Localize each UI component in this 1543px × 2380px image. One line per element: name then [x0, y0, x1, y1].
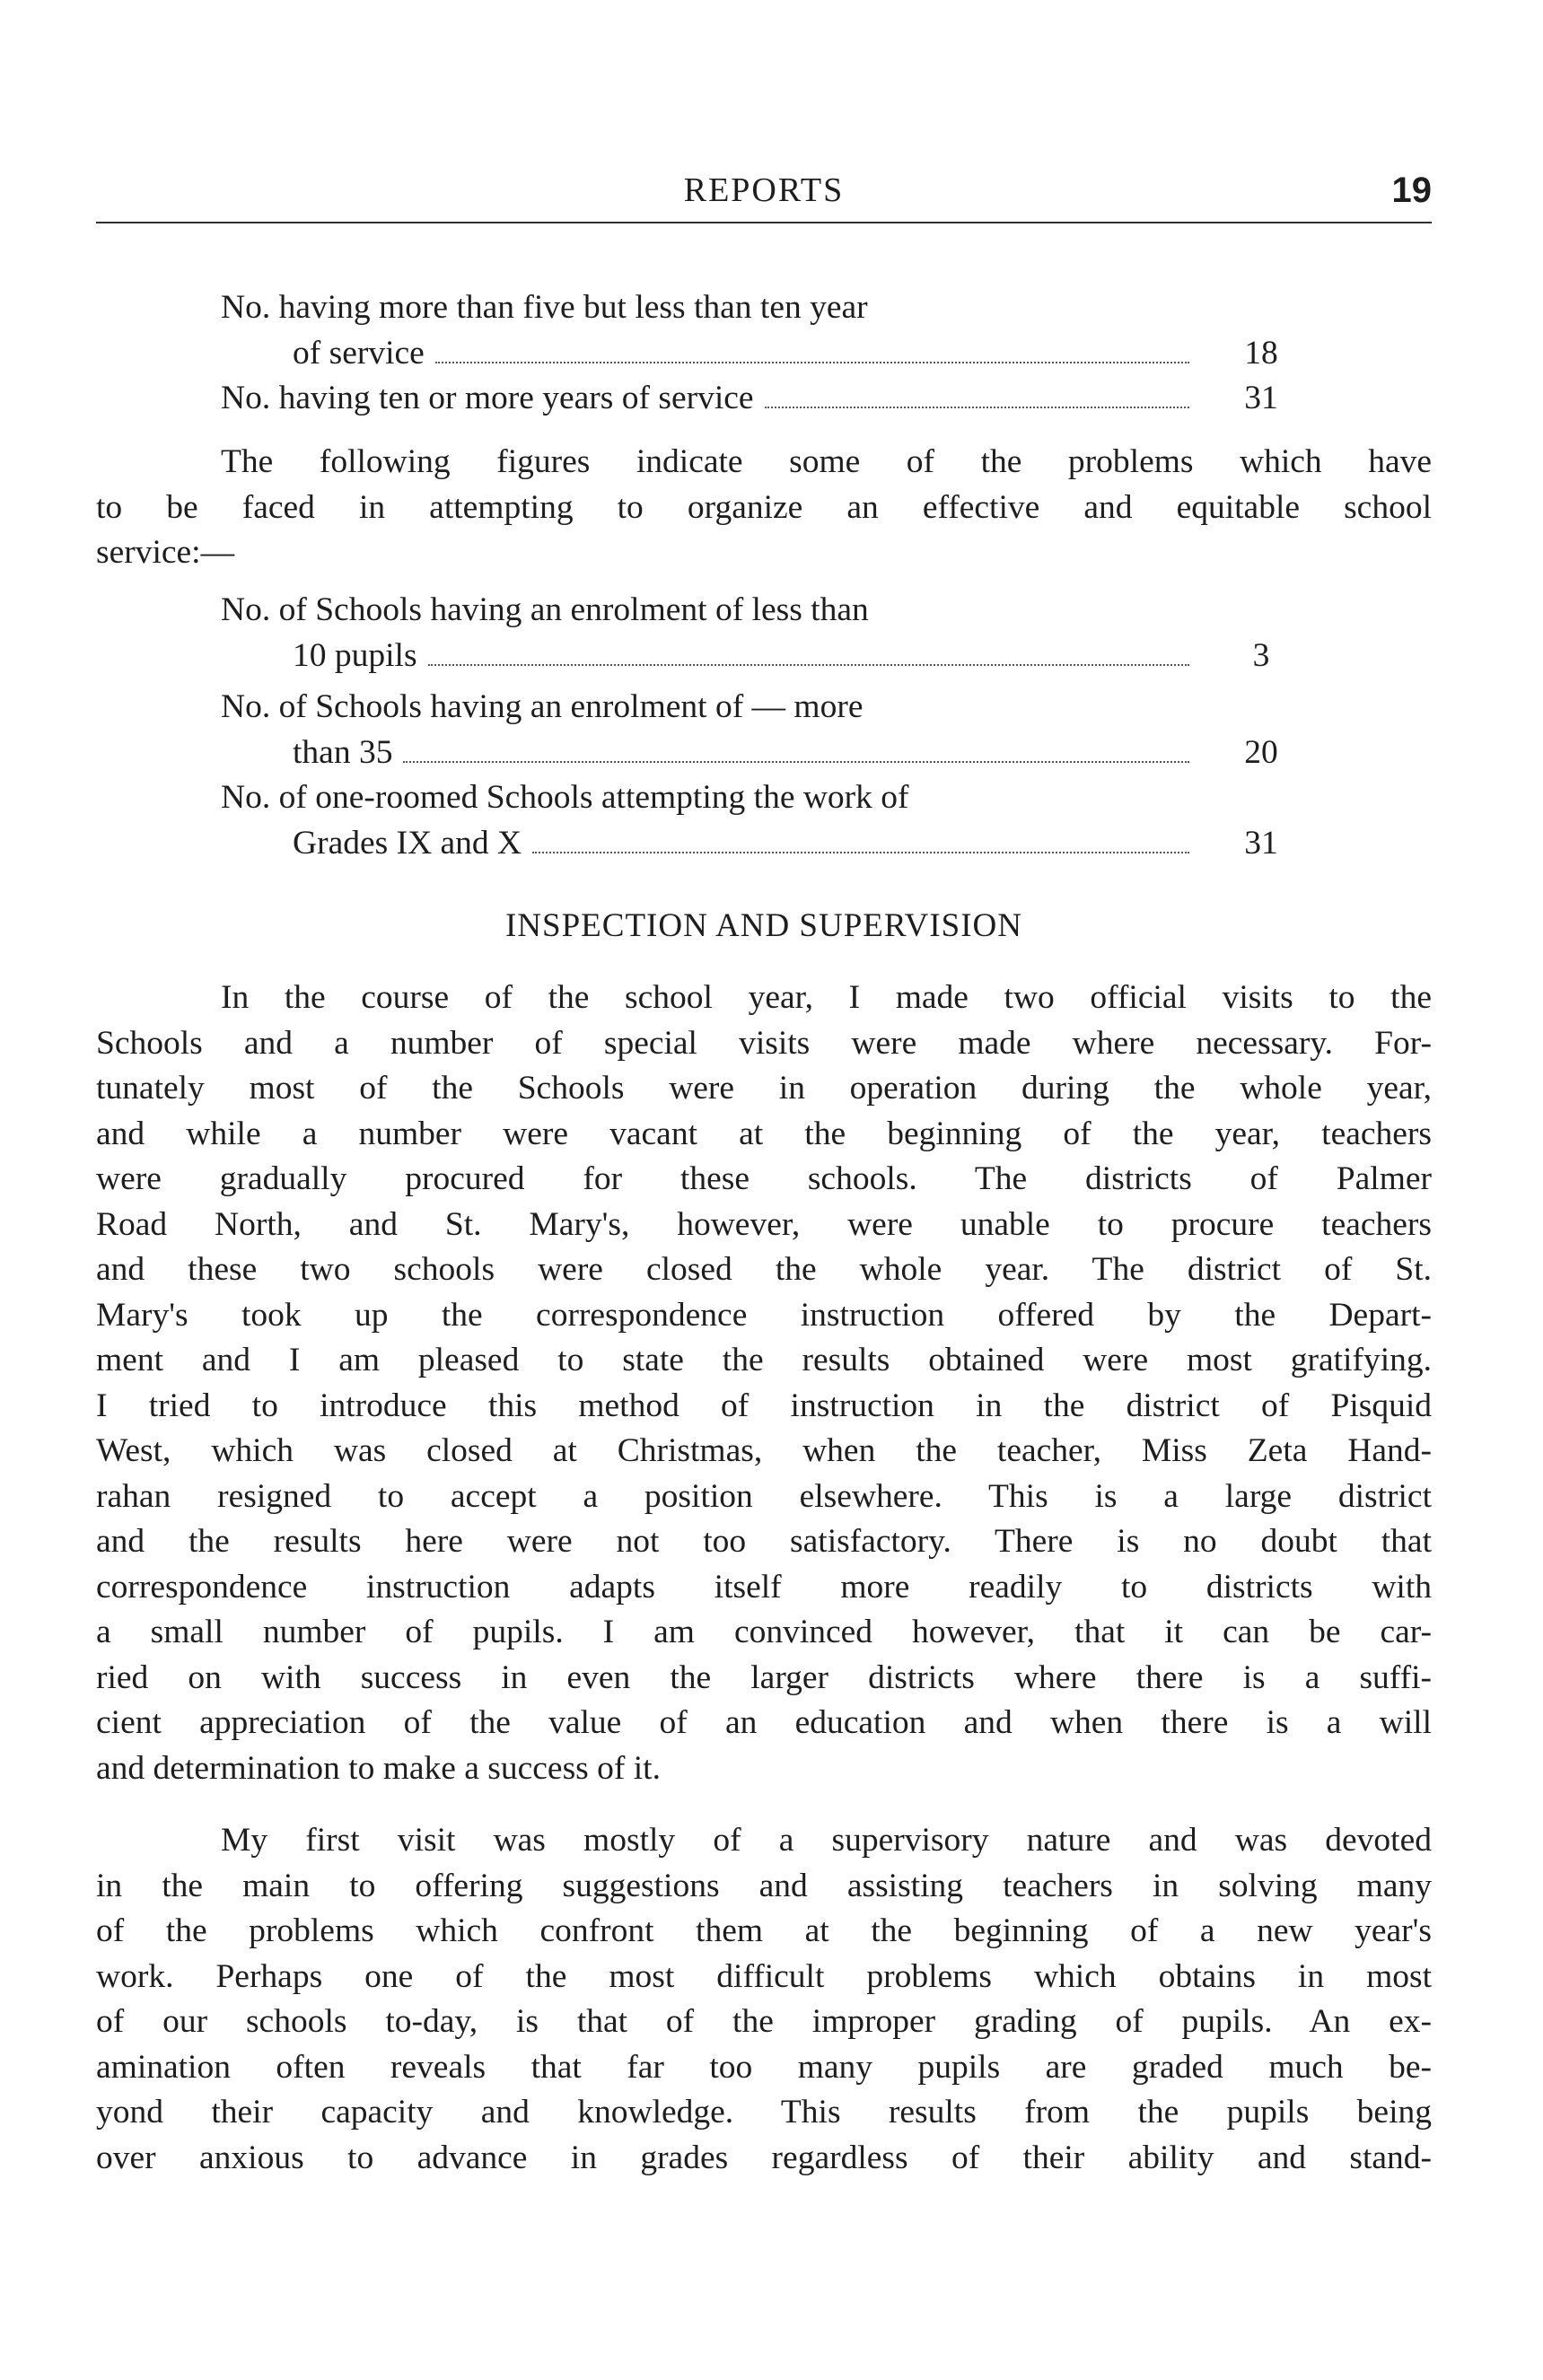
- paragraph-line: rahan resigned to accept a position elsewhere. This is a large district: [96, 1477, 1432, 1515]
- paragraph-line: In the course of the school year, I made two official visits to the: [221, 979, 1432, 1016]
- list-item-line: of service: [293, 334, 425, 372]
- paragraph-line: amination often reveals that far too many pupils are graded much be-: [96, 2048, 1432, 2086]
- paragraph-line: ment and I am pleased to state the results obtained were most gratifying.: [96, 1342, 1432, 1378]
- intro-paragraph: [96, 440, 1432, 576]
- list-item-line: No. having more than five but less than ten year: [221, 289, 868, 326]
- paragraph-line: West, which was closed at Christmas, when the teacher, Miss Zeta Hand-: [96, 1432, 1432, 1469]
- paragraph-line: service:—: [96, 534, 235, 571]
- service-list-item: [221, 285, 1343, 376]
- paragraph-line: over anxious to advance in grades regardless of their ability and stand-: [96, 2139, 1432, 2176]
- list-item-value: 31: [1244, 380, 1278, 416]
- paragraph-line: ried on with success in even the larger districts where there is a suffi-: [96, 1658, 1432, 1696]
- page-number: 19: [1391, 171, 1432, 210]
- paragraph-line: cient appreciation of the value of an education and when there is a will: [96, 1704, 1432, 1741]
- running-title: REPORTS: [683, 171, 845, 209]
- school-list-item: [221, 685, 1343, 775]
- paragraph-line: work. Perhaps one of the most difficult problems which obtains in most: [96, 1957, 1432, 1995]
- list-item-value: 20: [1244, 733, 1278, 771]
- list-item-value: 31: [1244, 824, 1278, 862]
- paragraph-line: The following figures indicate some of the problems which have: [221, 443, 1432, 480]
- list-item-value: 18: [1244, 334, 1278, 372]
- school-list-item: [221, 775, 1343, 866]
- dot-leader: [428, 663, 1189, 666]
- paragraph-line: in the main to offering suggestions and assisting teachers in solving many: [96, 1867, 1432, 1904]
- body-paragraph: [96, 976, 1432, 1791]
- paragraph-line: tunately most of the Schools were in operation during the whole year,: [96, 1070, 1432, 1107]
- paragraph-line: of the problems which confront them at the beginning of a new year's: [96, 1912, 1432, 1949]
- list-item-line: than 35: [293, 733, 393, 771]
- body-paragraph: [96, 1818, 1432, 2181]
- paragraph-line: Schools and a number of special visits were made where necessary. For-: [96, 1024, 1432, 1062]
- paragraph-line: correspondence instruction adapts itself more readily to districts with: [96, 1568, 1432, 1606]
- dot-leader: [435, 361, 1189, 363]
- list-item-line: 10 pupils: [293, 636, 417, 674]
- paragraph-line: to be faced in attempting to organize an effective and equitable school: [96, 488, 1432, 526]
- paragraph-line: of our schools to-day, is that of the improper grading of pupils. An ex-: [96, 2003, 1432, 2040]
- paragraph-line: and determination to make a success of it.: [96, 1749, 661, 1787]
- page-header: [96, 171, 1432, 217]
- paragraph-line: and the results here were not too satisfactory. There is no doubt that: [96, 1523, 1432, 1560]
- service-list-item: [221, 376, 1343, 422]
- list-item-line: Grades IX and X: [293, 824, 522, 862]
- paragraph-line: and while a number were vacant at the beginning of the year, teachers: [96, 1115, 1432, 1152]
- list-item-value: 3: [1252, 636, 1270, 674]
- paragraph-line: were gradually procured for these schools. The districts of Palmer: [96, 1160, 1432, 1197]
- paragraph-line: I tried to introduce this method of instruction in the district of Pisquid: [96, 1387, 1432, 1424]
- header-rule: [96, 222, 1432, 223]
- paragraph-line: Mary's took up the correspondence instruction offered by the Depart-: [96, 1296, 1432, 1334]
- list-item-line: No. of one-roomed Schools attempting the work of: [221, 779, 909, 816]
- paragraph-line: Road North, and St. Mary's, however, were unable to procure teachers: [96, 1205, 1432, 1243]
- paragraph-line: and these two schools were closed the whole year. The district of St.: [96, 1251, 1432, 1288]
- paragraph-line: My first visit was mostly of a supervisory nature and was devoted: [221, 1822, 1432, 1859]
- paragraph-line: a small number of pupils. I am convinced however, that it can be car-: [96, 1614, 1432, 1650]
- section-heading: INSPECTION AND SUPERVISION: [504, 907, 1023, 944]
- dot-leader: [765, 406, 1189, 408]
- paragraph-line: yond their capacity and knowledge. This results from the pupils being: [96, 2094, 1432, 2131]
- dot-leader: [532, 851, 1189, 853]
- list-item-line: No. of Schools having an enrolment of less than: [221, 591, 869, 628]
- school-list-item: [221, 588, 1343, 678]
- dot-leader: [403, 760, 1189, 763]
- list-item-line: No. of Schools having an enrolment of — more: [221, 688, 864, 725]
- list-item-line: No. having ten or more years of service: [221, 380, 754, 416]
